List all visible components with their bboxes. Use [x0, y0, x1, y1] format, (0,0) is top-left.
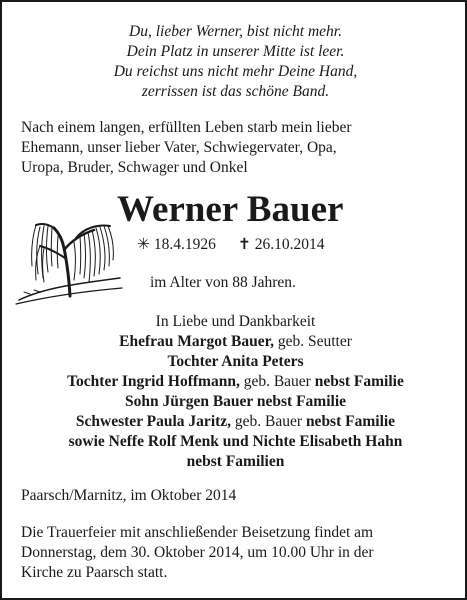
birth-date: 18.4.1926: [153, 236, 216, 253]
life-dates: [137, 235, 325, 255]
funeral-line: Donnerstag, dem 30. Oktober 2014, um 10.00 Uhr in der: [21, 544, 374, 561]
death-cross-icon: ✝: [237, 236, 251, 253]
poem-line: Du reichst uns nicht mehr Deine Hand,: [113, 63, 358, 80]
poem-line: Dein Platz in unserer Mitte ist leer.: [126, 43, 345, 60]
mourner-line: sowie Neffe Rolf Menk und Nichte Elisabeth Hahn: [68, 433, 403, 450]
mourner-line: Tochter Anita Peters: [167, 353, 304, 370]
intro-line: Ehemann, unser lieber Vater, Schwiegervater, Opa,: [21, 139, 337, 156]
mourner-line: Sohn Jürgen Bauer nebst Familie: [124, 393, 347, 410]
funeral-line: Die Trauerfeier mit anschließender Beisetzung findet am: [21, 524, 374, 541]
mourner-line: Tochter Ingrid Hoffmann, geb. Bauer nebst Familie: [67, 373, 404, 390]
intro-line: Uropa, Bruder, Schwager und Onkel: [21, 159, 248, 176]
poem-line: zerrissen ist das schöne Band.: [141, 83, 330, 100]
age-text: im Alter von 88 Jahren.: [150, 274, 296, 291]
place-date: Paarsch/Marnitz, im Oktober 2014: [21, 487, 237, 504]
intro-line: Nach einem langen, erfüllten Leben starb mein lieber: [21, 119, 352, 136]
death-date: 26.10.2014: [254, 236, 325, 253]
funeral-line: Kirche zu Paarsch statt.: [21, 564, 168, 581]
mourners-heading: In Liebe und Dankbarkeit: [155, 313, 316, 330]
mourner-line: Schwester Paula Jaritz, geb. Bauer nebst Familie: [75, 413, 396, 430]
mourner-line: Ehefrau Margot Bauer, geb. Seutter: [119, 333, 352, 350]
poem-line: Du, lieber Werner, bist nicht mehr.: [129, 23, 342, 40]
deceased-name: Werner Bauer: [117, 189, 344, 230]
mourner-line: nebst Familien: [186, 453, 285, 470]
birth-symbol-icon: ✳: [137, 236, 150, 253]
weeping-willow-icon: [14, 208, 124, 306]
